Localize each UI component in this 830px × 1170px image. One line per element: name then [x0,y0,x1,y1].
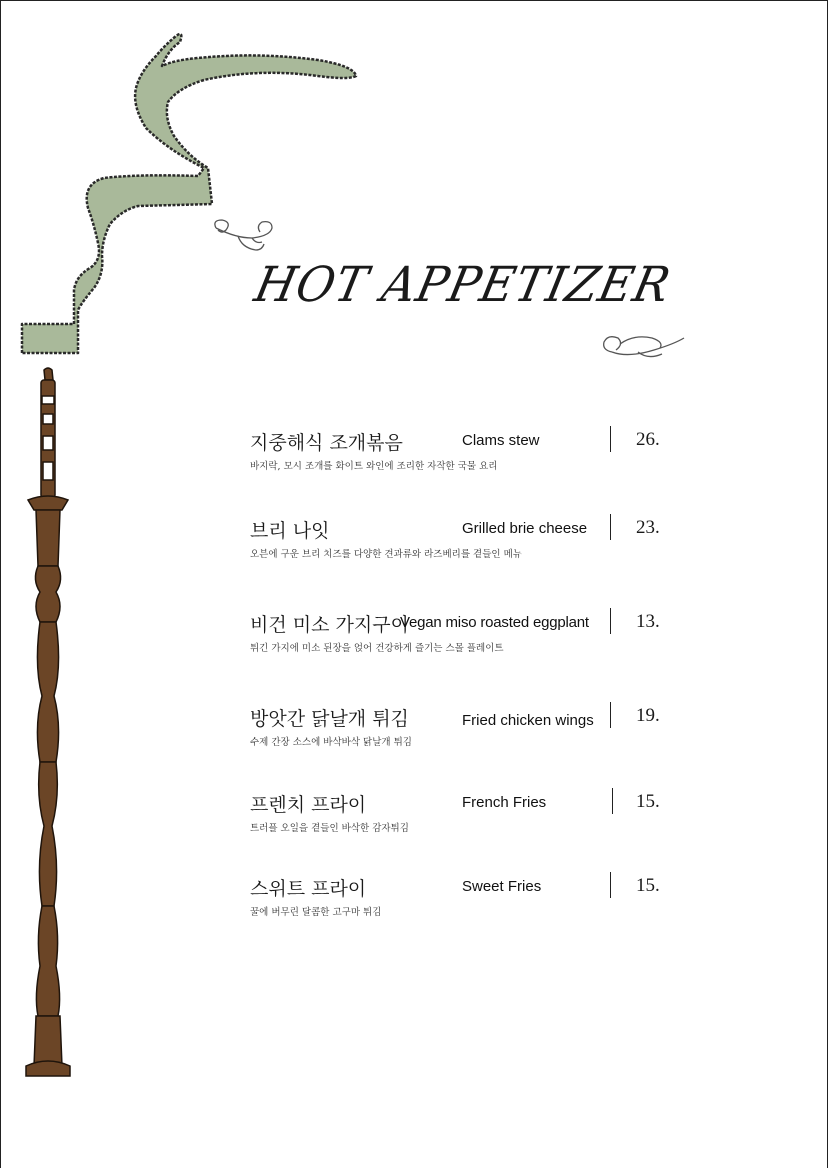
item-name-en: Sweet Fries [462,878,542,895]
price-divider [612,788,613,814]
item-description: 꿀에 버무린 달콤한 고구마 튀김 [250,907,382,918]
item-name-ko: 방앗간 닭날개 튀김 [250,708,409,730]
item-name-ko: 스위트 프라이 [250,878,367,900]
item-name-en: Grilled brie cheese [462,520,588,537]
menu-item [250,874,670,934]
item-price: 13. [636,611,660,632]
price-divider [610,426,611,452]
item-description: 수제 간장 소스에 바삭바삭 닭날개 튀김 [250,737,412,748]
menu-item [250,428,670,488]
price-divider [610,608,611,634]
wooden-pole-icon [22,366,76,1081]
item-price: 23. [636,517,660,538]
flourish-icon [598,330,688,364]
item-price: 15. [636,875,660,896]
item-name-ko: 지중해식 조개볶음 [250,432,403,454]
menu-item [250,610,670,670]
item-name-en: Fried chicken wings [462,712,594,729]
item-name-ko: 프렌치 프라이 [250,794,367,816]
item-description: 오븐에 구운 브리 치즈를 다양한 견과류와 라즈베리를 곁들인 메뉴 [250,549,522,560]
price-divider [610,702,611,728]
item-price: 19. [636,705,660,726]
menu-item [250,790,670,850]
item-description: 튀긴 가지에 미소 된장을 얹어 건강하게 즐기는 스몰 플레이트 [250,643,504,654]
item-description: 바지락, 모시 조개를 화이트 와인에 조리한 자작한 국물 요리 [250,461,498,472]
menu-item [250,516,670,576]
item-name-ko: 비건 미소 가지구이 [250,614,409,636]
item-price: 15. [636,791,660,812]
flourish-icon [212,214,278,256]
menu-title: HOT APPETIZER [249,256,676,313]
price-divider [610,872,611,898]
item-description: 트러플 오일을 곁들인 바삭한 감자튀김 [250,823,409,834]
item-name-ko: 브리 나잇 [250,520,330,542]
item-name-en: French Fries [462,794,547,811]
item-price: 26. [636,429,660,450]
menu-item [250,704,670,764]
item-name-en: Vegan miso roasted eggplant [400,614,589,631]
item-name-en: Clams stew [462,432,540,449]
price-divider [610,514,611,540]
